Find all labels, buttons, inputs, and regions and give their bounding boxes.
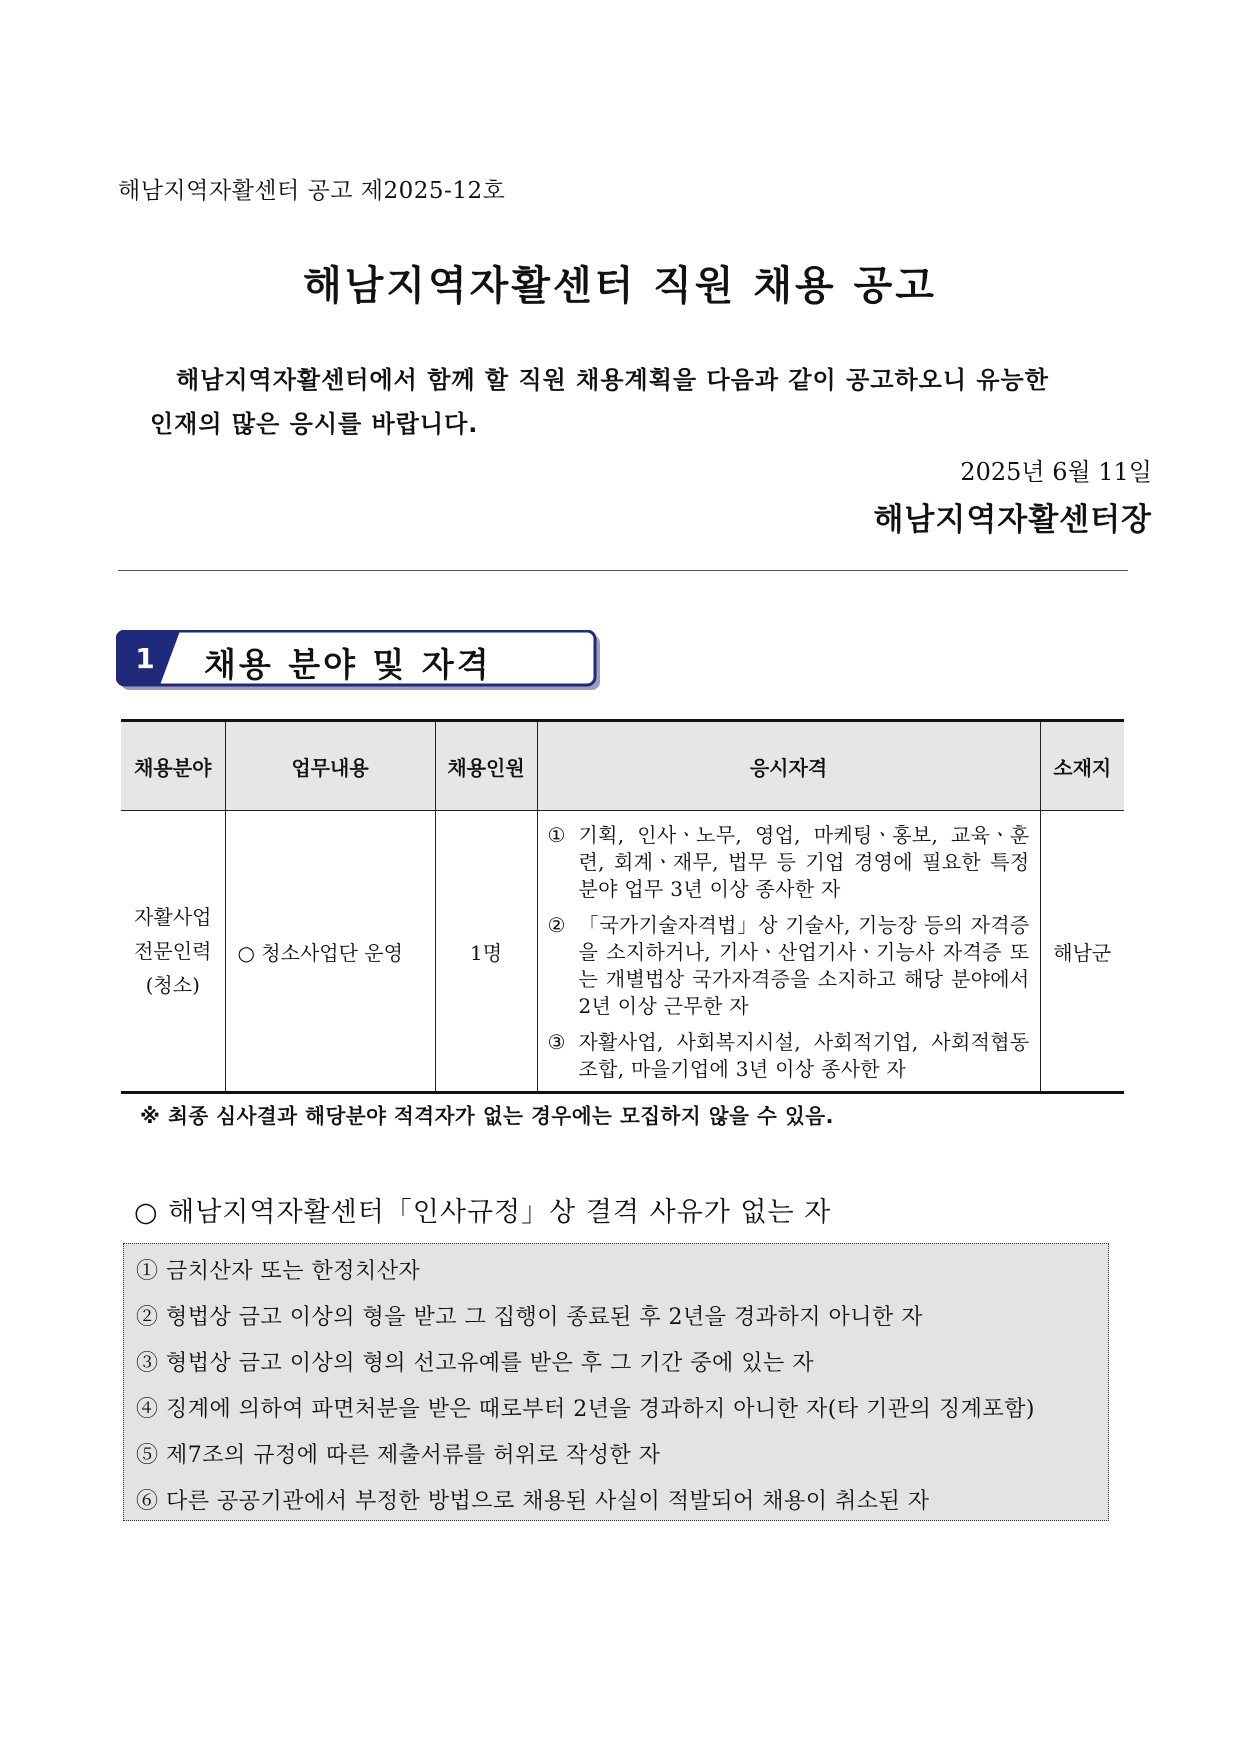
disqualification-heading: ○ 해남지역자활센터「인사규정」상 결격 사유가 없는 자 (134, 1197, 832, 1228)
header-qualifications: 응시자격 (537, 721, 1040, 811)
notice-date: 2025년 6월 11일 (960, 458, 1152, 486)
qualification-item (548, 1029, 1030, 1083)
section-title: 채용 분야 및 자격 (204, 645, 492, 684)
qualification-text: 「국가기술자격법」상 기술사, 기능장 등의 자격증을 소지하거나, 기사ㆍ산업기사ㆍ기능사 자격증 또는 개별법상 국가자격증을 소지하고 해당 분야에서 2년 이상 근무한 자 (578, 912, 1030, 1018)
field-line: 전문인력 (134, 939, 212, 963)
table-row (121, 811, 1124, 1093)
issuer-name: 해남지역자활센터장 (873, 502, 1152, 538)
qualification-item (548, 912, 1030, 1020)
cell-location: 해남군 (1040, 811, 1124, 1093)
section-number: 1 (135, 642, 155, 675)
cell-duty: ○ 청소사업단 운영 (225, 811, 435, 1093)
header-headcount: 채용인원 (435, 721, 537, 811)
field-line: 자활사업 (134, 905, 212, 929)
table-header-row (121, 721, 1124, 811)
cell-qualifications (537, 811, 1040, 1093)
intro-line-2: 인재의 많은 응시를 바랍니다. (150, 410, 479, 438)
section-header (116, 630, 602, 692)
qualification-marker: ③ (547, 1029, 566, 1054)
page-title: 해남지역자활센터 직원 채용 공고 (303, 263, 937, 309)
field-line: (청소) (145, 973, 200, 997)
disqualification-box (123, 1243, 1109, 1521)
recruitment-table (121, 719, 1124, 1094)
intro-paragraph (150, 358, 1160, 446)
intro-line-1: 해남지역자활센터에서 함께 할 직원 채용계획을 다음과 같이 공고하오니 유능한 (176, 366, 1049, 394)
header-field: 채용분야 (121, 721, 225, 811)
list-item: ② 형법상 금고 이상의 형을 받고 그 집행이 종료된 후 2년을 경과하지 아니한 자 (136, 1305, 923, 1330)
list-item: ④ 징계에 의하여 파면처분을 받은 때로부터 2년을 경과하지 아니한 자(타 기관의 징계포함) (136, 1397, 1035, 1422)
list-item: ③ 형법상 금고 이상의 형의 선고유예를 받은 후 그 기간 중에 있는 자 (136, 1351, 814, 1376)
list-item: ⑤ 제7조의 규정에 따른 제출서류를 허위로 작성한 자 (136, 1443, 661, 1468)
qualification-item (548, 822, 1030, 903)
list-item: ⑥ 다른 공공기관에서 부정한 방법으로 채용된 사실이 적발되어 채용이 취소된 자 (136, 1489, 930, 1514)
table-note: ※ 최종 심사결과 해당분야 적격자가 없는 경우에는 모집하지 않을 수 있음. (140, 1104, 834, 1128)
cell-headcount: 1명 (435, 811, 537, 1093)
qualification-text: 기획, 인사ㆍ노무, 영업, 마케팅ㆍ홍보, 교육ㆍ훈련, 회계ㆍ재무, 법무 등 기업 경영에 필요한 특정 분야 업무 3년 이상 종사한 자 (578, 822, 1030, 901)
list-item: ① 금치산자 또는 한정치산자 (136, 1259, 421, 1284)
qualification-marker: ② (547, 912, 566, 937)
qualification-text: 자활사업, 사회복지시설, 사회적기업, 사회적협동조합, 마을기업에 3년 이상 종사한 자 (578, 1029, 1030, 1081)
notice-number: 해남지역자활센터 공고 제2025-12호 (118, 178, 506, 204)
cell-field (121, 811, 225, 1093)
header-duty: 업무내용 (225, 721, 435, 811)
header-location: 소재지 (1040, 721, 1124, 811)
divider-line (118, 570, 1128, 571)
qualification-marker: ① (547, 822, 566, 847)
